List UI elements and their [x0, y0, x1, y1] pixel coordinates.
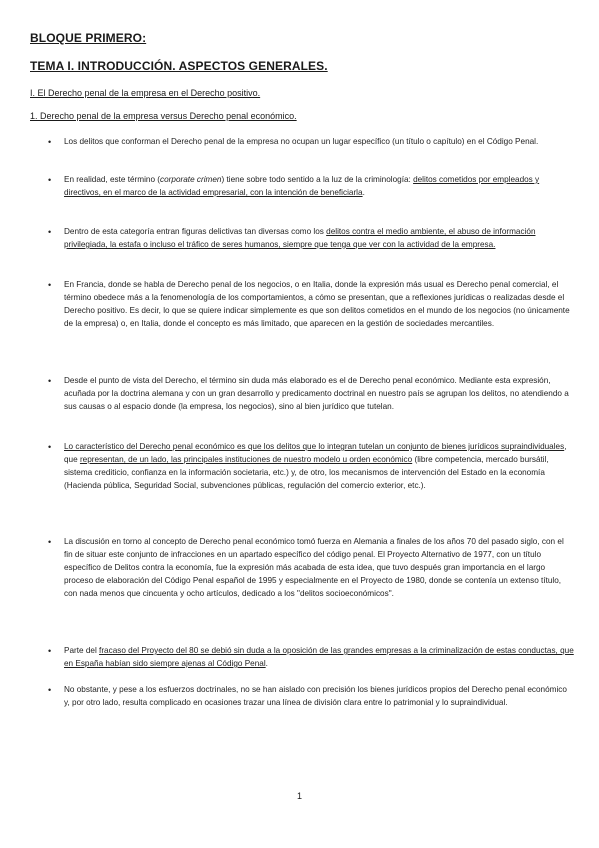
subsection-heading: 1. Derecho penal de la empresa versus Derecho penal económico.	[30, 111, 297, 121]
page-number: 1	[296, 791, 302, 801]
bullet-paragraph	[46, 174, 574, 200]
section-heading: I. El Derecho penal de la empresa en el Derecho positivo.	[30, 88, 261, 98]
bullet-text: fracaso del Proyecto del 80 se debió sin duda a la oposición de las grandes empresas a la criminalización de estas conductas, que en España habían sido siempre ajenas al Código Penal	[64, 646, 574, 668]
bullet-paragraph	[46, 684, 574, 710]
bullet-paragraph	[46, 441, 574, 493]
bullet-text: .	[362, 187, 365, 197]
bullet-text: delitos cometidos por empleados y directivos, en el marco de la actividad empresarial, con la intención de beneficiarla	[64, 175, 540, 197]
bullet-text: (libre competencia, mercado bursátil, sistema crediticio, confianza en la información societaria, etc.) y, de otro, los mecanismos de intervención del Estado en la economía (Hacienda pública, Seguridad Social, subvenciones públicas, regulación del comercio exterior, etc.).	[64, 454, 549, 490]
bullet-text: Desde el punto de vista del Derecho, el término sin duda más elaborado es el de Derecho penal económico. Mediante esta expresión, acuñada por la doctrina alemana y con un gran desarrollo y predicamento doctrinal en nuestro país se agrupan los delitos, no atendiendo a sus causas o al espacio donde (la empresa, los negocios), sino al bien jurídico que tutelan.	[64, 376, 569, 411]
bullet-paragraph	[46, 226, 574, 252]
bullet-text: En Francia, donde se habla de Derecho penal de los negocios, o en Italia, donde la expresión más usual es Derecho penal comercial, el término obedece más a la fenomenología de los comportamientos, a cómo se presentan, que a reflexiones jurídicas o realizadas desde el Derecho positivo. Es decir, lo que se quiere indicar simplemente es que son delitos cometidos en el mundo de los negocios (no únicamente de la empresa) o, en Italia, donde el concepto es más limitado, que aparecen en la gestión de sociedades mercantiles.	[64, 280, 570, 328]
bullet-icon: •	[48, 376, 52, 386]
bullet-paragraph	[46, 136, 574, 149]
bullet-text: , que	[64, 442, 567, 464]
bullet-icon: •	[48, 685, 52, 695]
tema-heading: TEMA I. INTRODUCCIÓN. ASPECTOS GENERALES.	[30, 59, 328, 73]
bullet-paragraph	[46, 645, 574, 671]
bullet-paragraph	[46, 375, 574, 414]
bullet-icon: •	[48, 227, 52, 237]
bullet-icon: •	[48, 537, 52, 547]
bullet-text: Lo característico del Derecho penal económico es que los delitos que lo integran tutelan un conjunto de bienes jurídicos supraindividuales	[64, 442, 565, 451]
bullet-icon: •	[48, 646, 52, 656]
block-heading: BLOQUE PRIMERO:	[30, 31, 147, 45]
bullet-icon: •	[48, 280, 52, 290]
bullet-text: .	[265, 658, 268, 668]
bullet-text: La discusión en torno al concepto de Derecho penal económico tomó fuerza en Alemania a finales de los años 70 del pasado siglo, con el fin de situar este conjunto de infracciones en un apartado específico del código penal. El Proyecto Alternativo de 1977, con un título específico de Delitos contra la economía, fue la expresión más acabada de esta idea, que tuvo después gran importancia en el largo proceso de elaboración del Código Penal español de 1995 y especialmente en el Proyecto de 1980, donde se contenía un extenso título, con nada menos que cincuenta y ocho artículos, dedicado a los "delitos socioeconómicos".	[64, 537, 564, 598]
bullet-text: No obstante, y pese a los esfuerzos doctrinales, no se han aislado con precisión los bienes jurídicos propios del Derecho penal económico y, por otro lado, resulta complicado en ocasiones trazar una línea de división clara entre lo patrimonial y lo supraindividual.	[64, 685, 567, 707]
bullet-text: Parte del	[64, 646, 100, 655]
bullet-icon: •	[48, 175, 52, 185]
bullet-text: Dentro de esta categoría entran figuras delictivas tan diversas como los	[64, 227, 327, 236]
bullet-text: Los delitos que conforman el Derecho penal de la empresa no ocupan un lugar específico (un título o capítulo) en el Código Penal.	[64, 137, 539, 146]
bullet-text: corporate crimen	[160, 175, 222, 184]
bullet-text: ) tiene sobre todo sentido a la luz de la criminología:	[221, 175, 414, 184]
bullet-icon: •	[48, 442, 52, 452]
bullet-text: representan, de un lado, las principales instituciones de nuestro modelo u orden económico	[79, 454, 413, 464]
bullet-text: En realidad, este término (	[64, 175, 161, 184]
bullet-paragraph	[46, 536, 574, 601]
bullet-icon: •	[48, 137, 52, 147]
bullet-text: delitos contra el medio ambiente, el abuso de información privilegiada, la estafa o incluso el tráfico de seres humanos, siempre que tenga que ver con la actividad de la empresa.	[64, 227, 536, 249]
bullet-paragraph	[46, 279, 574, 331]
